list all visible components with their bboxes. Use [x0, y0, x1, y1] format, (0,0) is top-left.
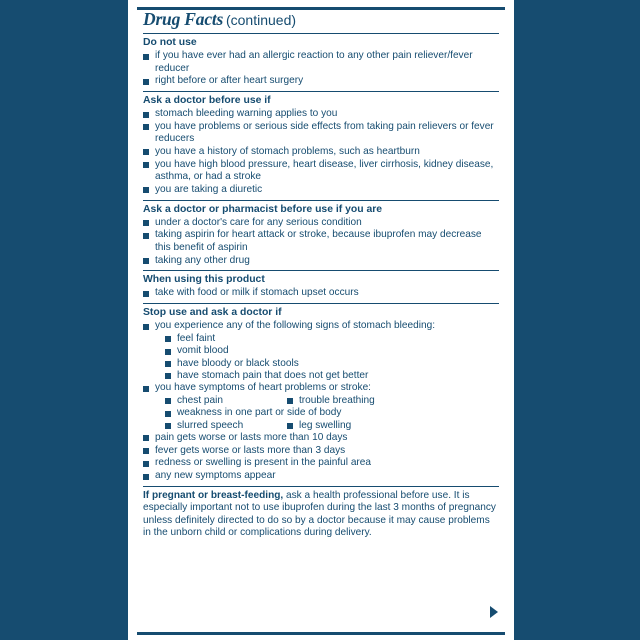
list-item-text: leg swelling	[299, 419, 352, 431]
right-color-band	[518, 0, 640, 640]
list-item-text: redness or swelling is present in the painful area	[155, 457, 372, 469]
list-item	[143, 217, 499, 229]
sub-cell	[165, 420, 287, 432]
list-item	[165, 333, 499, 345]
bullet-square-icon	[143, 291, 149, 297]
section-list-heart	[143, 382, 499, 394]
sub-row	[143, 420, 499, 432]
sub-cell	[165, 395, 287, 407]
list-item-text: feel faint	[177, 332, 216, 344]
list-item-text: pain gets worse or lasts more than 10 days	[155, 431, 348, 443]
bullet-square-icon	[143, 187, 149, 193]
list-item	[143, 75, 499, 87]
section-list	[143, 108, 499, 196]
list-item-text: vomit blood	[177, 345, 229, 357]
list-item-text: you have symptoms of heart problems or stroke:	[155, 382, 371, 394]
section-do-not-use	[143, 34, 499, 91]
bullet-square-icon	[287, 423, 293, 429]
list-item	[143, 445, 499, 457]
bullet-square-icon	[143, 448, 149, 454]
bullet-square-icon	[143, 149, 149, 155]
list-item-text: slurred speech	[177, 419, 244, 431]
bullet-square-icon	[165, 349, 171, 355]
list-item-text: you have a history of stomach problems, such as heartburn	[155, 145, 420, 157]
list-item-text: under a doctor's care for any serious condition	[155, 216, 362, 228]
list-item-text: taking aspirin for heart attack or stroke, because ibuprofen may decrease this benefit of aspirin	[155, 229, 482, 253]
bullet-square-icon	[143, 474, 149, 480]
sub-list-stomach-bleeding	[143, 333, 499, 382]
section-list	[143, 50, 499, 87]
list-item-text: any new symptoms appear	[155, 470, 276, 482]
bullet-square-icon	[143, 124, 149, 130]
list-item-text: taking any other drug	[155, 254, 250, 266]
sub-cell	[287, 420, 351, 432]
bullet-square-icon	[165, 336, 171, 342]
list-item	[143, 184, 499, 196]
list-item	[143, 432, 499, 444]
list-item	[165, 370, 499, 382]
list-item	[143, 382, 499, 394]
list-item	[143, 255, 499, 267]
list-item-text: have stomach pain that does not get better	[177, 369, 369, 381]
list-item	[143, 470, 499, 482]
label-content	[143, 10, 499, 540]
list-item-text: chest pain	[177, 394, 224, 406]
bullet-square-icon	[143, 386, 149, 392]
section-heading: Ask a doctor before use if	[143, 95, 271, 107]
section-ask-doctor	[143, 92, 499, 200]
list-item	[143, 146, 499, 158]
bullet-square-icon	[143, 233, 149, 239]
title-main-text: Drug Facts	[143, 9, 224, 29]
bullet-square-icon	[143, 79, 149, 85]
sub-row	[143, 395, 499, 407]
list-item-text: you experience any of the following signs of stomach bleeding:	[155, 320, 435, 332]
section-list	[143, 320, 499, 332]
bullet-square-icon	[165, 373, 171, 379]
sub-cell	[165, 407, 341, 419]
list-item-text: if you have ever had an allergic reaction to any other pain reliever/fever reducer	[155, 50, 473, 74]
list-item	[143, 287, 499, 299]
bullet-square-icon	[165, 411, 171, 417]
bullet-square-icon	[143, 258, 149, 264]
list-item	[143, 121, 499, 146]
section-list-tail	[143, 432, 499, 483]
bullet-square-icon	[165, 398, 171, 404]
section-heading: Ask a doctor or pharmacist before use if you are	[143, 203, 383, 215]
section-heading: When using this product	[143, 274, 265, 286]
pregnancy-note-lead: If pregnant or breast-feeding,	[143, 490, 284, 502]
list-item	[165, 358, 499, 370]
bullet-square-icon	[165, 361, 171, 367]
list-item-text: take with food or milk if stomach upset occurs	[155, 287, 359, 299]
bullet-square-icon	[143, 162, 149, 168]
list-item	[143, 108, 499, 120]
label-panel	[124, 0, 518, 640]
pregnancy-note	[143, 487, 499, 540]
bullet-square-icon	[143, 54, 149, 60]
list-item-text: right before or after heart surgery	[155, 75, 304, 87]
list-item-text: fever gets worse or lasts more than 3 days	[155, 444, 346, 456]
bullet-square-icon	[143, 461, 149, 467]
bullet-square-icon	[143, 435, 149, 441]
list-item	[143, 320, 499, 332]
section-heading: Stop use and ask a doctor if	[143, 307, 282, 319]
pregnancy-note-text: ask a health professional before use. It is especially important not to use ibuprofen during the last 3 months of pregnancy unless definitely directed to do so by a doctor because it may cause problems in the unborn child or complications during delivery.	[143, 490, 496, 539]
list-item-text: trouble breathing	[299, 394, 375, 406]
list-item-text: have bloody or black stools	[177, 357, 299, 369]
bullet-square-icon	[287, 398, 293, 404]
bullet-square-icon	[143, 324, 149, 330]
section-heading: Do not use	[143, 37, 197, 49]
section-ask-doctor-or-pharmacist	[143, 201, 499, 271]
list-item	[143, 457, 499, 469]
list-item-text: you have problems or serious side effects from taking pain relievers or fever reducers	[155, 120, 494, 145]
list-item	[165, 345, 499, 357]
list-item-text: stomach bleeding warning applies to you	[155, 108, 338, 120]
title-continued-text: (continued)	[225, 12, 297, 28]
list-item-text: you have high blood pressure, heart disease, liver cirrhosis, kidney disease, asthma, or had a stroke	[155, 158, 494, 183]
left-color-band	[0, 0, 124, 640]
list-item	[143, 159, 499, 184]
section-when-using-this-product	[143, 271, 499, 303]
section-stop-use	[143, 304, 499, 486]
bullet-square-icon	[143, 112, 149, 118]
bullet-square-icon	[143, 220, 149, 226]
section-list	[143, 287, 499, 299]
list-item	[143, 229, 499, 254]
section-list	[143, 217, 499, 267]
label-panel-inner	[137, 7, 505, 635]
sub-cell	[287, 395, 375, 407]
label-title	[143, 10, 499, 33]
list-item-text: weakness in one part or side of body	[177, 407, 342, 419]
sub-row	[143, 407, 499, 419]
bullet-square-icon	[165, 423, 171, 429]
list-item	[143, 50, 499, 75]
list-item-text: you are taking a diuretic	[155, 183, 263, 195]
continuation-arrow-icon	[490, 606, 498, 618]
